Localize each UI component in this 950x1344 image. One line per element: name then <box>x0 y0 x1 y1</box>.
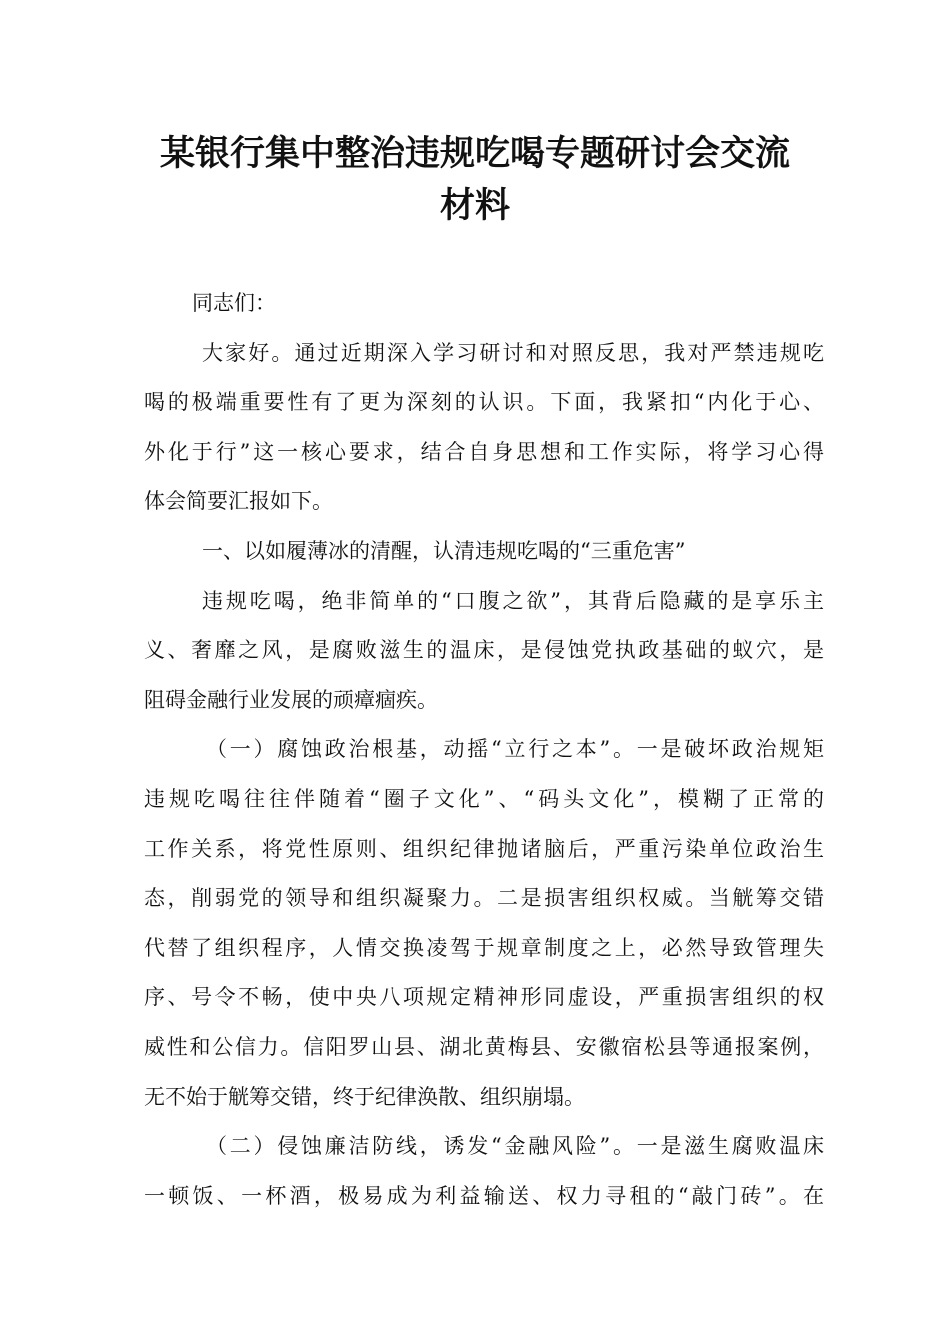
body-text-line: 外化于行”这一核心要求，结合自身思想和工作实际，将学习心得 <box>144 439 824 464</box>
body-text-line: 大家好。通过近期深入学习研讨和对照反思，我对严禁违规吃 <box>202 340 824 365</box>
body-text-line: 一、以如履薄冰的清醒，认清违规吃喝的“三重危害” <box>202 538 686 563</box>
body-text-line: 态，削弱党的领导和组织凝聚力。二是损害组织权威。当觥筹交错 <box>144 886 824 911</box>
document-body <box>144 279 824 1221</box>
body-text-line: 序、号令不畅，使中央八项规定精神形同虚设，严重损害组织的权 <box>144 985 824 1010</box>
body-text-line: 违规吃喝往往伴随着“圈子文化”、“码头文化”，模糊了正常的 <box>144 786 824 811</box>
body-text-line: 体会简要汇报如下。 <box>144 489 333 514</box>
body-text-line: 一顿饭、一杯酒，极易成为利益输送、权力寻租的“敲门砖”。在 <box>144 1183 824 1208</box>
body-text-line: 同志们： <box>192 291 276 315</box>
body-text-line: 工作关系，将党性原则、组织纪律抛诸脑后，严重污染单位政治生 <box>144 836 824 861</box>
body-text-line: 喝的极端重要性有了更为深刻的认识。下面，我紧扣“内化于心、 <box>144 390 824 415</box>
body-text-line: （一）腐蚀政治根基，动摇“立行之本”。一是破坏政治规矩 <box>206 737 824 762</box>
body-text-line: （二）侵蚀廉洁防线，诱发“金融风险”。一是滋生腐败温床 <box>206 1134 824 1159</box>
body-text-line: 代替了组织程序，人情交换凌驾于规章制度之上，必然导致管理失 <box>144 935 824 960</box>
body-text-line: 义、奢靡之风，是腐败滋生的温床，是侵蚀党执政基础的蚁穴，是 <box>144 638 824 663</box>
body-text-line: 威性和公信力。信阳罗山县、湖北黄梅县、安徽宿松县等通报案例， <box>144 1034 824 1059</box>
body-text-line: 无不始于觥筹交错，终于纪律涣散、组织崩塌。 <box>144 1084 585 1109</box>
body-text-line: 违规吃喝，绝非简单的“口腹之欲”，其背后隐藏的是享乐主 <box>202 588 824 613</box>
document-title-line-1: 某银行集中整治违规吃喝专题研讨会交流 <box>159 134 790 174</box>
body-text-line: 阻碍金融行业发展的顽瘴痼疾。 <box>144 687 438 712</box>
document-title-line-2: 材料 <box>439 186 510 226</box>
